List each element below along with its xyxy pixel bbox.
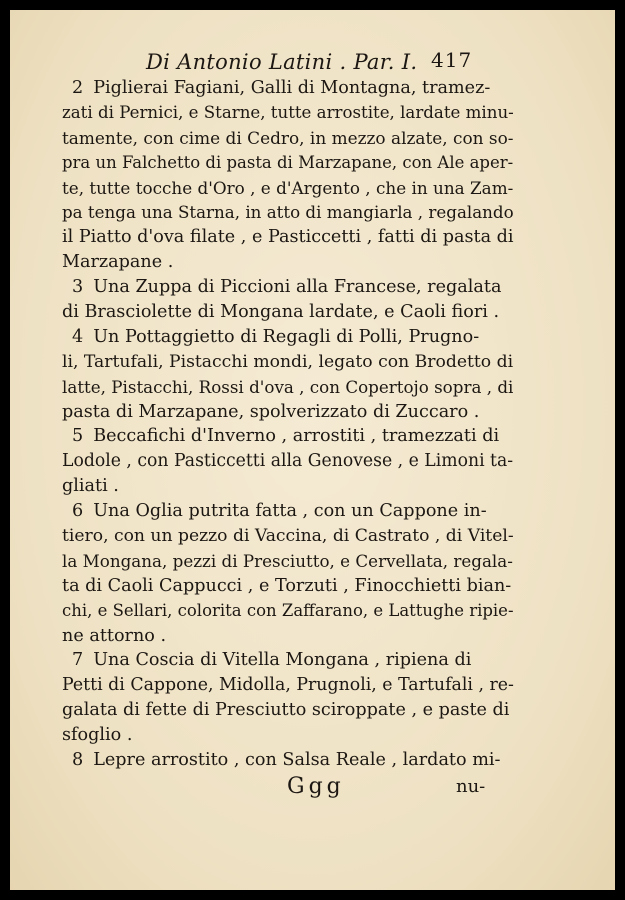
item-number: 4 bbox=[72, 326, 84, 347]
line-text: di Brasciolette di Mongana lardate, e Caoli fiori . bbox=[62, 302, 500, 323]
line-text: Una Zuppa di Piccioni alla Francese, regalata bbox=[93, 277, 502, 298]
book-page bbox=[10, 10, 615, 890]
signature-mark: Ggg bbox=[287, 774, 345, 799]
line-text: latte, Pistacchi, Rossi d'ova , con Copertojo sopra , di bbox=[62, 376, 514, 397]
item-number: 8 bbox=[72, 750, 84, 771]
item-number: 5 bbox=[72, 426, 84, 447]
line-text: Una Coscia di Vitella Mongana , ripiena di bbox=[93, 650, 472, 671]
text-line bbox=[62, 176, 516, 201]
line-text: pra un Falchetto di pasta di Marzapane, con Ale aper- bbox=[62, 152, 514, 172]
item-number: 7 bbox=[72, 650, 84, 671]
text-line bbox=[62, 275, 516, 300]
line-text: pa tenga una Starna, in atto di mangiarla , regalando bbox=[62, 202, 514, 223]
page-footer bbox=[10, 770, 615, 804]
text-line bbox=[62, 375, 516, 400]
text-line bbox=[62, 648, 516, 673]
line-text: il Piatto d'ova filate , e Pasticcetti , fatti di pasta di bbox=[62, 227, 514, 248]
text-line bbox=[62, 549, 516, 574]
text-line bbox=[62, 673, 516, 698]
line-text: pasta di Marzapane, spolverizzato di Zuccaro . bbox=[62, 401, 480, 422]
line-text: gliati . bbox=[62, 476, 119, 497]
line-text: la Mongana, pezzi di Presciutto, e Cervellata, regala- bbox=[62, 550, 513, 571]
text-line bbox=[62, 499, 516, 524]
text-line bbox=[62, 574, 516, 599]
text-line bbox=[62, 101, 516, 126]
text-line bbox=[62, 449, 516, 474]
line-text: Una Oglia putrita fatta , con un Cappone in- bbox=[93, 501, 487, 522]
text-line bbox=[62, 126, 516, 151]
text-line bbox=[62, 225, 516, 250]
page-number: 417 bbox=[431, 48, 473, 72]
catchword: nu- bbox=[456, 776, 486, 797]
text-line bbox=[62, 76, 516, 101]
running-head bbox=[10, 46, 615, 76]
line-text: Petti di Cappone, Midolla, Prugnoli, e Tartufali , re- bbox=[62, 675, 514, 696]
text-line bbox=[62, 325, 516, 350]
text-line bbox=[62, 599, 516, 624]
item-number: 6 bbox=[72, 501, 84, 522]
line-text: Lepre arrostito , con Salsa Reale , lardato mi- bbox=[93, 750, 501, 771]
text-line bbox=[62, 474, 516, 499]
line-text: tamente, con cime di Cedro, in mezzo alzate, con so- bbox=[62, 127, 514, 148]
line-text: Piglierai Fagiani, Galli di Montagna, tramez- bbox=[93, 78, 491, 98]
text-line bbox=[62, 723, 516, 748]
line-text: galata di fette di Presciutto sciroppate , e paste di bbox=[62, 700, 510, 721]
line-text: te, tutte tocche d'Oro , e d'Argento , che in una Zam- bbox=[62, 177, 514, 198]
line-text: chi, e Sellari, colorita con Zaffarano, e Lattughe ripie- bbox=[62, 600, 514, 620]
line-text: Marzapane . bbox=[62, 252, 174, 273]
text-line bbox=[62, 350, 516, 375]
text-line bbox=[62, 400, 516, 425]
line-text: zati di Pernici, e Starne, tutte arrostite, lardate minu- bbox=[62, 102, 514, 122]
line-text: Lodole , con Pasticcetti alla Genovese , e Limoni ta- bbox=[62, 451, 514, 472]
text-line bbox=[62, 151, 516, 176]
text-line bbox=[62, 250, 516, 275]
line-text: ne attorno . bbox=[62, 625, 167, 646]
line-text: Un Pottaggietto di Regagli di Polli, Prugno- bbox=[93, 326, 480, 347]
text-line bbox=[62, 698, 516, 723]
running-title: Di Antonio Latini . Par. I. bbox=[146, 50, 418, 74]
line-text: sfoglio . bbox=[62, 725, 133, 746]
line-text: tiero, con un pezzo di Vaccina, di Castrato , di Vitel- bbox=[62, 526, 514, 547]
body-text bbox=[62, 76, 516, 773]
line-text: li, Tartufali, Pistacchi mondi, legato con Brodetto di bbox=[62, 351, 514, 372]
line-text: ta di Caoli Cappucci , e Torzuti , Finocchietti bian- bbox=[62, 575, 512, 596]
text-line bbox=[62, 624, 516, 649]
line-text: Beccafichi d'Inverno , arrostiti , tramezzati di bbox=[93, 426, 500, 447]
text-line bbox=[62, 200, 516, 225]
item-number: 2 bbox=[72, 78, 84, 98]
item-number: 3 bbox=[72, 277, 84, 298]
text-line bbox=[62, 524, 516, 549]
text-line bbox=[62, 300, 516, 325]
text-line bbox=[62, 424, 516, 449]
